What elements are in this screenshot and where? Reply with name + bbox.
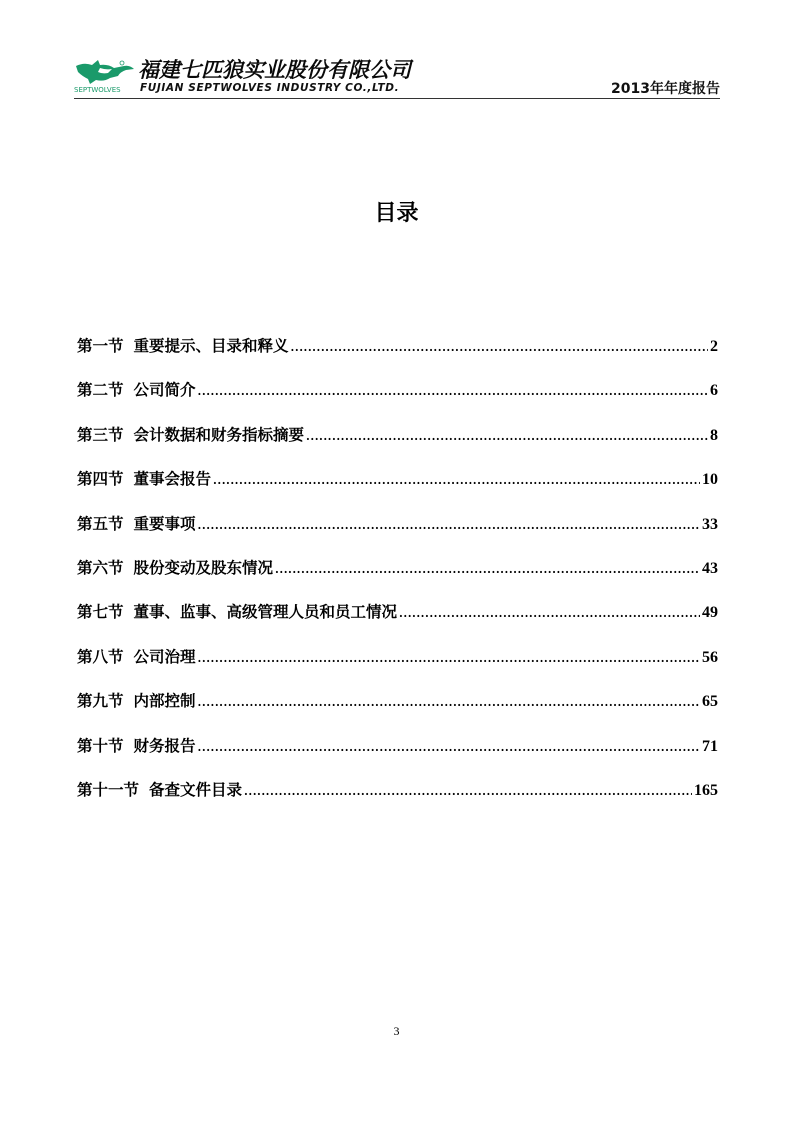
toc-page-number: 71: [702, 737, 718, 755]
toc-entry-title: 内部控制: [133, 692, 196, 711]
toc-entry-title: 公司治理: [133, 647, 196, 666]
toc-entry[interactable]: [77, 423, 718, 467]
toc-page-number: 33: [702, 515, 718, 533]
toc-entry[interactable]: [77, 778, 718, 822]
header-divider: [74, 98, 720, 99]
report-title: 2013年年度报告: [611, 81, 720, 97]
toc-leader: [198, 696, 700, 709]
toc-entry-title: 股份变动及股东情况: [133, 558, 274, 577]
toc-page-number: 165: [694, 781, 718, 799]
toc-section: 第六节: [77, 558, 124, 577]
toc-section: 第十节: [77, 736, 124, 755]
toc-leader: [198, 741, 700, 754]
toc-entry[interactable]: [77, 645, 718, 689]
page-number: 3: [393, 1024, 400, 1038]
company-name-cn: 福建七匹狼实业股份有限公司: [138, 58, 411, 82]
toc-leader: [213, 474, 700, 487]
toc-leader: [198, 652, 700, 665]
toc-page-number: 6: [710, 382, 718, 400]
toc-page-number: 56: [702, 648, 718, 666]
toc-entry-title: 会计数据和财务指标摘要: [133, 425, 305, 444]
toc-leader: [198, 519, 700, 532]
toc-section: 第七节: [77, 603, 124, 622]
toc-title: 目录: [374, 201, 419, 226]
toc-section: 第十一节: [77, 780, 140, 799]
toc-entry-title: 重要提示、目录和释义: [133, 337, 289, 355]
toc-page-number: 49: [702, 604, 718, 622]
toc-entry[interactable]: [77, 600, 718, 644]
toc-entry-title: 财务报告: [133, 736, 196, 755]
toc-entry[interactable]: [77, 378, 718, 422]
toc-section: 第二节: [77, 381, 124, 400]
toc-entry[interactable]: [77, 512, 718, 556]
toc-page-number: 2: [710, 338, 718, 355]
toc-entry[interactable]: [77, 689, 718, 733]
toc-section: 第四节: [77, 470, 124, 489]
toc-leader: [275, 563, 700, 576]
toc-entry[interactable]: [77, 556, 718, 600]
toc-entry-title: 董事会报告: [133, 470, 212, 489]
toc-entry[interactable]: [77, 334, 718, 378]
toc-page-number: 8: [710, 426, 718, 444]
toc-entry-title: 董事、监事、高级管理人员和员工情况: [133, 603, 398, 622]
toc-entry-title: 公司简介: [133, 381, 196, 400]
toc-entry[interactable]: [77, 467, 718, 511]
brand-name-en: SEPTWOLVES: [74, 86, 121, 94]
toc-entry[interactable]: [77, 734, 718, 778]
toc-section: 第五节: [77, 514, 124, 533]
wolf-logo-icon: [74, 56, 138, 90]
toc-leader: [291, 341, 708, 354]
toc-entry-title: 备查文件目录: [149, 780, 243, 799]
company-name-en: FUJIAN SEPTWOLVES INDUSTRY CO.,LTD.: [140, 82, 400, 94]
toc-leader: [306, 430, 708, 443]
toc-section: 第八节: [77, 647, 124, 666]
toc-leader: [198, 385, 708, 398]
page-header: [74, 54, 720, 100]
toc-leader: [399, 607, 700, 620]
toc-leader: [244, 785, 692, 798]
toc-section: 第九节: [77, 692, 124, 711]
toc-section: 第一节: [77, 337, 124, 355]
table-of-contents: [77, 334, 718, 822]
toc-section: 第三节: [77, 425, 124, 444]
toc-entry-title: 重要事项: [133, 514, 196, 533]
toc-page-number: 10: [702, 471, 718, 489]
toc-page-number: 65: [702, 693, 718, 711]
toc-page-number: 43: [702, 559, 718, 577]
